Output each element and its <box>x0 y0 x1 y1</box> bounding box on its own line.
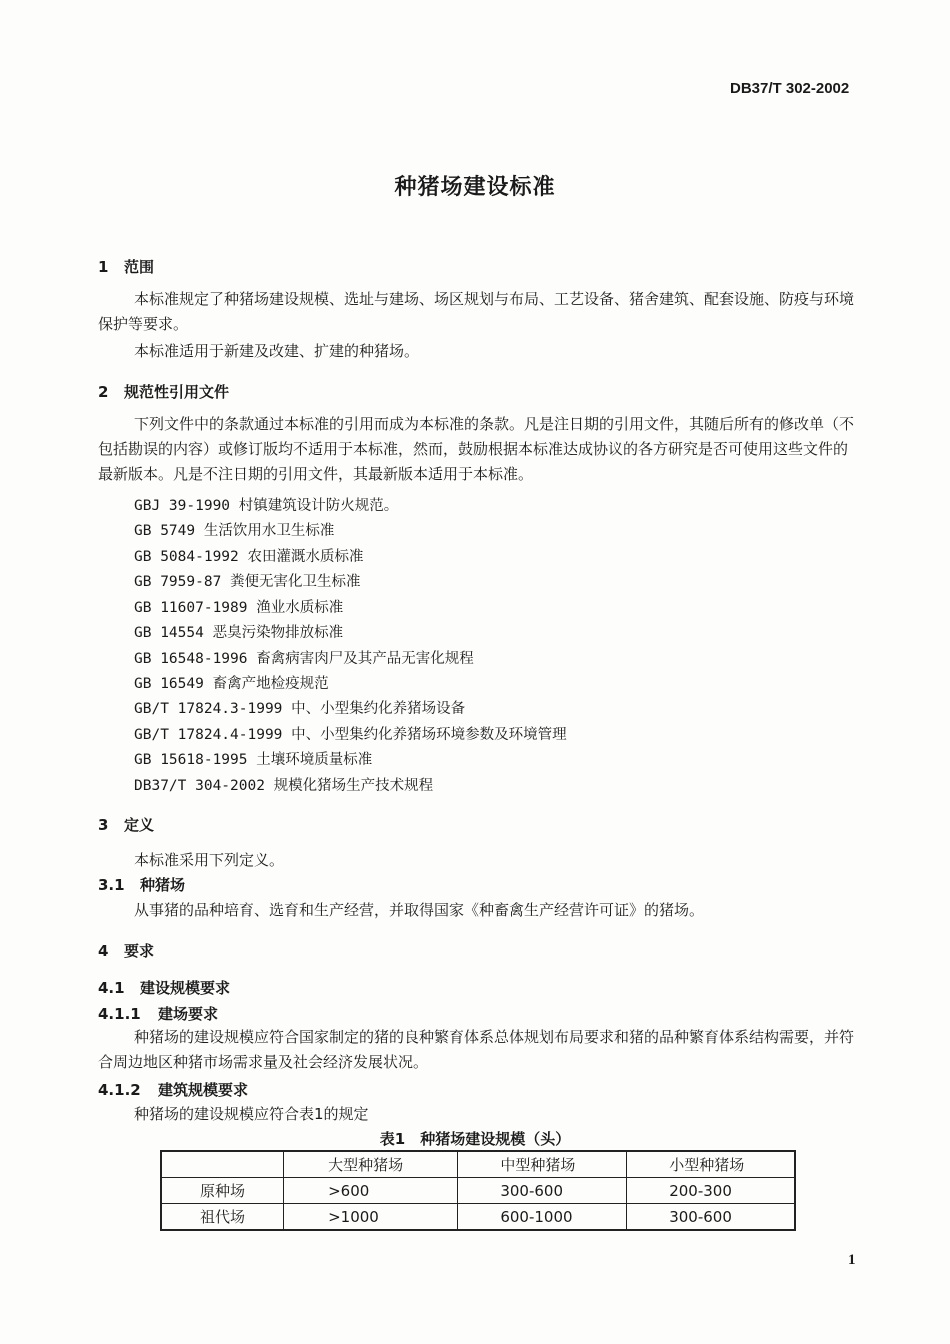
reference-item: GB 11607-1989 渔业水质标准 <box>134 600 344 616</box>
section-4-1-heading <box>98 977 230 998</box>
table-row <box>161 1178 795 1204</box>
section-number: 3 <box>98 816 109 834</box>
section-number: 4.1 <box>98 979 125 997</box>
section-title: 建设规模要求 <box>140 979 231 997</box>
section-4-1-1-heading <box>98 1003 218 1024</box>
reference-item: GB 16548-1996 畜禽病害肉尸及其产品无害化规程 <box>134 651 474 667</box>
document-title: 种猪场建设标准 <box>394 175 556 200</box>
section-3-heading <box>98 814 154 835</box>
section-number: 3.1 <box>98 876 125 894</box>
section-title: 种猪场 <box>140 876 186 894</box>
section-1-paragraph-1: 本标准规定了种猪场建设规模、选址与建场、场区规划与布局、工艺设备、猪舍建筑、配套设施、防疫与环境保护等要求。 <box>98 290 855 333</box>
table-1 <box>160 1150 796 1231</box>
reference-item: GB 7959-87 粪便无害化卫生标准 <box>134 574 361 590</box>
section-title: 建场要求 <box>158 1005 219 1023</box>
reference-item: GB 5084-1992 农田灌溉水质标准 <box>134 549 364 565</box>
reference-item: GBJ 39-1990 村镇建筑设计防火规范。 <box>134 498 399 514</box>
section-4-heading <box>98 940 154 961</box>
table-cell: 300-600 <box>627 1204 795 1231</box>
reference-item: GB 15618-1995 土壤环境质量标准 <box>134 752 373 768</box>
table-cell: 原种场 <box>161 1178 284 1204</box>
table-1-caption: 表1 种猪场建设规模（头） <box>379 1130 571 1148</box>
table-header-cell: 大型种猪场 <box>284 1151 458 1178</box>
section-title: 定义 <box>124 816 155 834</box>
section-title: 规范性引用文件 <box>124 383 230 401</box>
table-cell: 祖代场 <box>161 1204 284 1231</box>
standard-number: DB37/T 302-2002 <box>730 80 850 97</box>
table-cell: >1000 <box>284 1204 458 1231</box>
section-title: 要求 <box>124 942 155 960</box>
reference-item: GB/T 17824.3-1999 中、小型集约化养猪场设备 <box>134 701 466 717</box>
table-cell: 600-1000 <box>458 1204 627 1231</box>
reference-item: DB37/T 304-2002 规模化猪场生产技术规程 <box>134 778 434 794</box>
section-title: 范围 <box>124 258 155 276</box>
reference-item: GB/T 17824.4-1999 中、小型集约化养猪场环境参数及环境管理 <box>134 727 567 743</box>
section-1-heading <box>98 256 154 277</box>
section-1-paragraph-2: 本标准适用于新建及改建、扩建的种猪场。 <box>134 342 420 360</box>
section-number: 4 <box>98 942 109 960</box>
table-header-row <box>161 1151 795 1178</box>
reference-item: GB 16549 畜禽产地检疫规范 <box>134 676 329 692</box>
table-header-cell: 中型种猪场 <box>458 1151 627 1178</box>
section-4-1-2-text: 种猪场的建设规模应符合表1的规定 <box>134 1105 369 1123</box>
section-4-1-1-text: 种猪场的建设规模应符合国家制定的猪的良种繁育体系总体规划布局要求和猪的品种繁育体系结构需要，并符合周边地区种猪市场需求量及社会经济发展状况。 <box>98 1028 855 1071</box>
table-cell: 300-600 <box>458 1178 627 1204</box>
table-header-cell: 小型种猪场 <box>627 1151 795 1178</box>
section-2-paragraph-1: 下列文件中的条款通过本标准的引用而成为本标准的条款。凡是注日期的引用文件，其随后所有的修改单（不包括勘误的内容）或修订版均不适用于本标准，然而，鼓励根据本标准达成协议的各方研究是否可使用这些文件的最新版本。凡是不注日期的引用文件，其最新版本适用于本标准。 <box>98 415 855 483</box>
table-cell: >600 <box>284 1178 458 1204</box>
section-number: 4.1.2 <box>98 1081 141 1099</box>
section-4-1-2-heading <box>98 1079 248 1100</box>
section-title: 建筑规模要求 <box>158 1081 249 1099</box>
table-header-cell <box>161 1151 284 1178</box>
table-row <box>161 1204 795 1231</box>
section-number: 1 <box>98 258 109 276</box>
section-3-1-heading <box>98 874 185 895</box>
table-cell: 200-300 <box>627 1178 795 1204</box>
page-number: 1 <box>848 1252 856 1268</box>
section-number: 4.1.1 <box>98 1005 141 1023</box>
reference-item: GB 5749 生活饮用水卫生标准 <box>134 523 335 539</box>
section-number: 2 <box>98 383 109 401</box>
reference-item: GB 14554 恶臭污染物排放标准 <box>134 625 344 641</box>
section-3-paragraph-1: 本标准采用下列定义。 <box>134 851 285 869</box>
definition-text: 从事猪的品种培育、选育和生产经营，并取得国家《种畜禽生产经营许可证》的猪场。 <box>134 901 705 919</box>
section-2-heading <box>98 381 229 402</box>
